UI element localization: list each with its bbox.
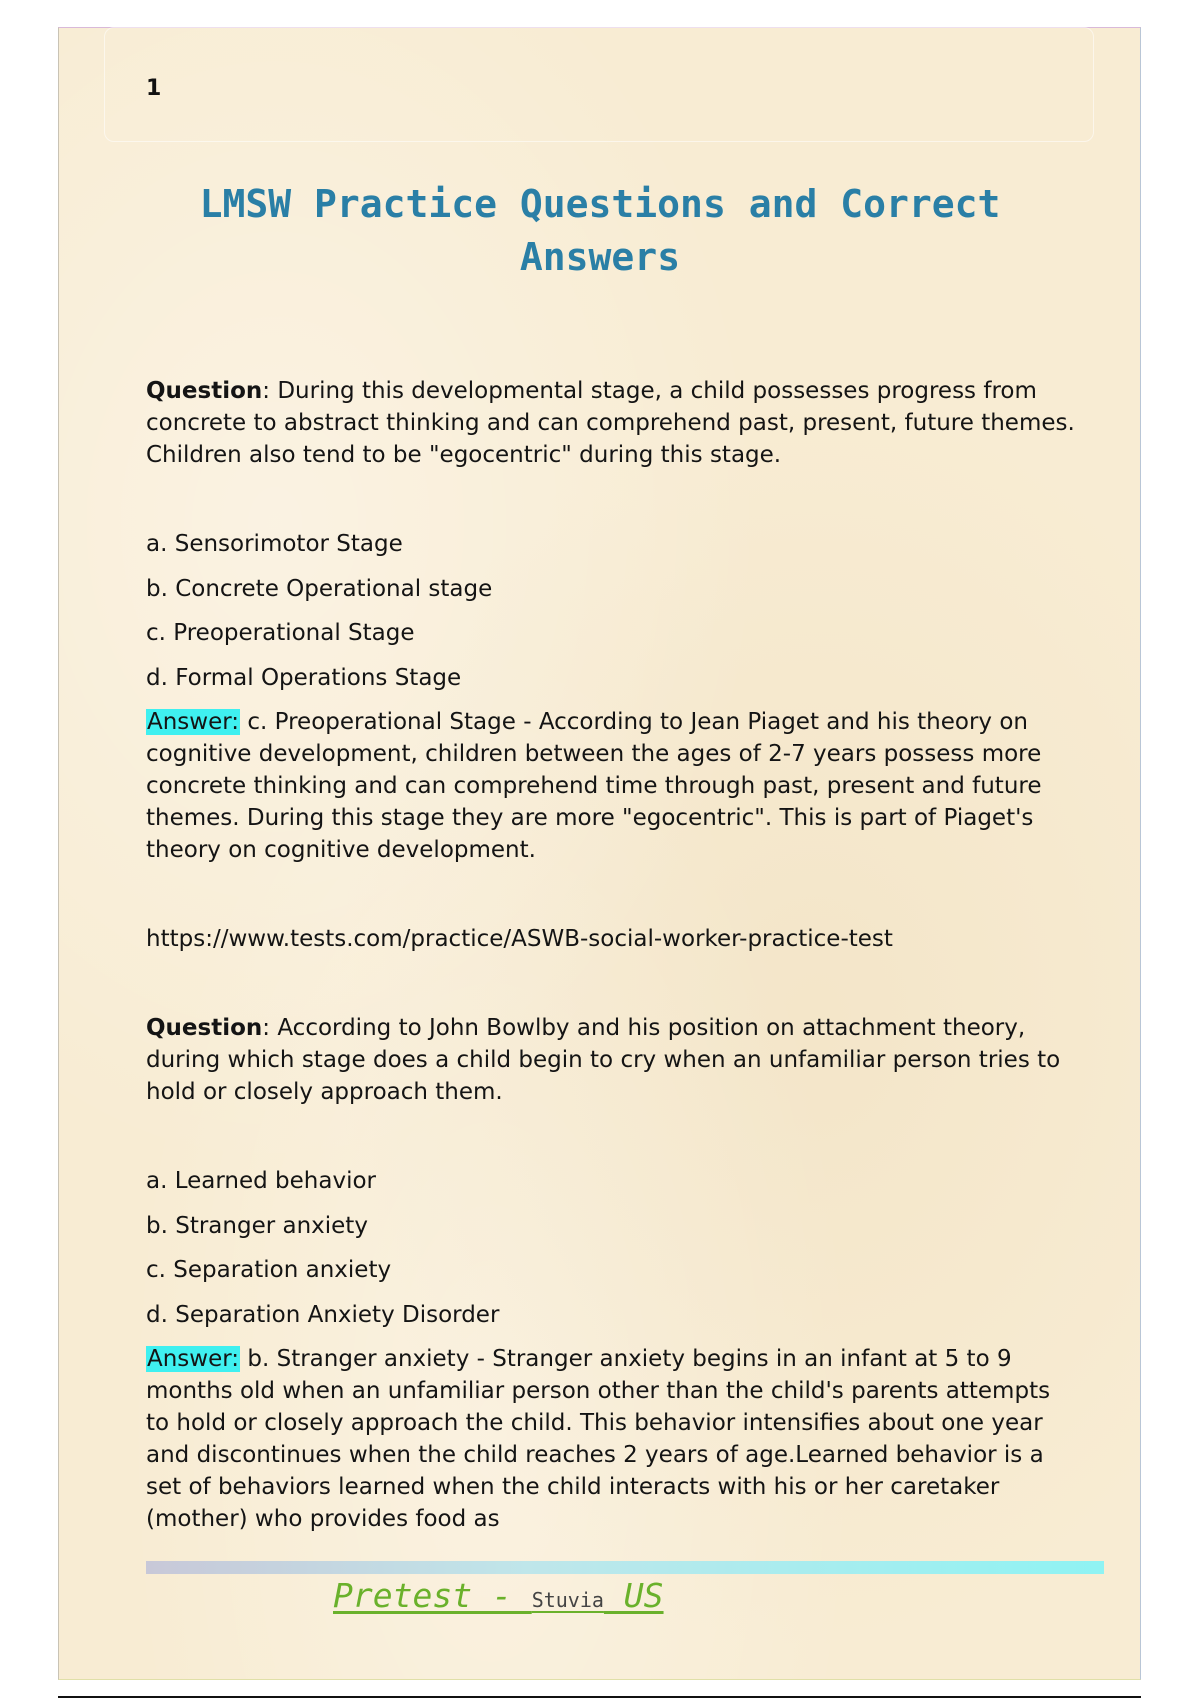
answer-2: [146, 1343, 1076, 1535]
option-b: b. Concrete Operational stage: [146, 575, 493, 602]
option-c: c. Separation anxiety: [146, 1257, 392, 1283]
option-c: c. Preoperational Stage: [146, 620, 415, 646]
question-1: [146, 375, 1076, 471]
answer-1: [146, 706, 1076, 866]
page-bottom-rule: [58, 1696, 1141, 1698]
footer-brand: [333, 1576, 664, 1622]
option-a: a. Learned behavior: [146, 1168, 377, 1194]
option-d: d. Separation Anxiety Disorder: [146, 1301, 500, 1328]
footer-divider: [146, 1561, 1104, 1574]
brand-pretest: Pretest -: [333, 1576, 532, 1615]
question-text: : According to John Bowlby and his position on attachment theory, during which stage does a child begin to cry when an unfamiliar person tries to hold or closely approach them.: [146, 1015, 1061, 1105]
reference-link[interactable]: https://www.tests.com/practice/ASWB-social-worker-practice-test: [146, 926, 893, 952]
page-header-box: [104, 27, 1094, 142]
question-2: [146, 1012, 1076, 1108]
brand-stuvia: Stuvia: [531, 1588, 604, 1612]
document-body: [146, 375, 1076, 1535]
answer-explanation: b. Stranger anxiety - Stranger anxiety begins in an infant at 5 to 9 months old when an unfamiliar person other than the child's parents attempts to hold or closely approach the child. This behavior intensifies about one year and discontinues when the child reaches 2 years of age.Learned behavior is a set of behaviors learned when the child interacts with his or her caretaker (mother) who provides food as: [146, 1346, 1051, 1532]
option-list-2: [146, 1165, 1076, 1331]
option-a: a. Sensorimotor Stage: [146, 531, 403, 557]
answer-label: Answer:: [147, 1346, 240, 1372]
document-title: LMSW Practice Questions and Correct Answers: [199, 182, 1001, 279]
question-label: Question: [146, 378, 263, 404]
brand-us: US: [603, 1576, 664, 1615]
page-number: 1: [146, 76, 162, 101]
option-list-1: [146, 528, 1076, 694]
answer-label: Answer:: [147, 709, 240, 735]
option-d: d. Formal Operations Stage: [146, 664, 462, 691]
option-b: b. Stranger anxiety: [146, 1212, 368, 1239]
question-text: : During this developmental stage, a child possesses progress from concrete to abstract thinking and can comprehend past, present, future themes. Children also tend to be "egocentric" during this stage.: [146, 378, 1075, 468]
question-label: Question: [146, 1015, 263, 1041]
answer-explanation: c. Preoperational Stage - According to Jean Piaget and his theory on cognitive development, children between the ages of 2-7 years possess more concrete thinking and can comprehend time through past, present and future themes. During this stage they are more "egocentric". This is part of Piaget's theory on cognitive development.: [146, 709, 1042, 863]
